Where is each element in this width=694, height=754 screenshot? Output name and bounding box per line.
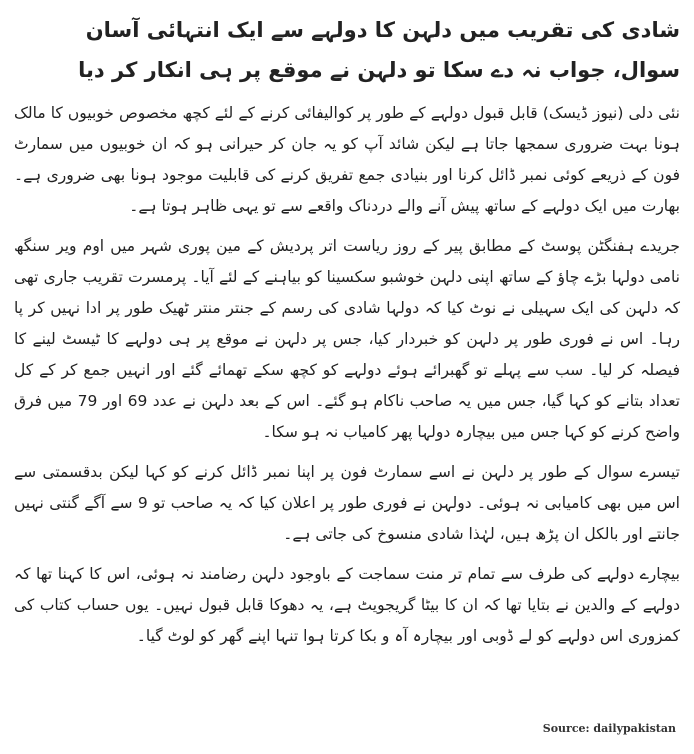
article-paragraph-ceremony: جریدے ہفنگٹن پوسٹ کے مطابق پیر کے روز ریاست اتر پردیش کے مین پوری شہر میں اوم ویر سنگھ نامی دولہا بڑے چاؤ کے ساتھ اپنی دلہن خوشبو سکسینا کو بیاہنے کے لئے آیا۔ پرمسرت تقریب جاری تھی کہ دلہن کی ایک سہیلی نے نوٹ کیا کہ دولہا شادی کی رسم کے جنتر منتر ٹھیک طور پر ادا نہیں کر پا رہا۔ اس نے فوری طور پر دلہن کو خبردار کیا، جس پر دلہن نے موقع پر ہی دولہے کا ٹیسٹ لینے کا فیصلہ کر لیا۔ سب سے پہلے تو گھبرائے ہوئے دولہے کو کچھ سکے تھمائے گئے اور انہیں جمع کر کے کل تعداد بتانے کو کہا گیا، جس میں یہ صاحب ناکام ہو گئے۔ اس کے بعد دلہن نے عدد 69 اور 79 میں فرق واضح کرنے کو کہا جس میں بیچارہ دولہا پھر کامیاب نہ ہو سکا۔ [14,237,680,441]
article-paragraph-third-question: تیسرے سوال کے طور پر دلہن نے اسے سمارٹ فون پر اپنا نمبر ڈائل کرنے کو کہا لیکن بدقسمتی سے اس میں بھی کامیابی نہ ہوئی۔ دولہن نے فوری طور پر اعلان کیا کہ یہ صاحب تو 9 سے آگے گنتی نہیں جانتے اور بالکل ان پڑھ ہیں، لہٰذا شادی منسوخ کی جاتی ہے۔ [14,463,680,543]
article [14,10,680,661]
article-headline: شادی کی تقریب میں دلہن کا دولہے سے ایک انتہائی آسان سوال، جواب نہ دے سکا تو دلہن نے موقع پر ہی انکار کر دیا [78,18,680,82]
article-paragraph-outcome: بیچارے دولہے کی طرف سے تمام تر منت سماجت کے باوجود دلہن رضامند نہ ہوئی، اس کا کہنا تھا کہ دولہے کے والدین نے بتایا تھا کہ ان کا بیٹا گریجویٹ ہے، یہ دھوکا قابل قبول نہیں۔ یوں حساب کتاب کی کمزوری اس دولہے کو لے ڈوبی اور بیچارہ آہ و بکا کرتا ہوا تنہا اپنے گھر کو لوٹ گیا۔ [14,565,680,645]
article-paragraph-intro: نئی دلی (نیوز ڈیسک) قابل قبول دولہے کے طور پر کوالیفائی کرنے کے لئے کچھ مخصوص خوبیوں کا مالک ہونا بہت ضروری سمجھا جاتا ہے لیکن شائد آپ کو یہ جان کر حیرانی ہو کہ ان خوبیوں میں سمارٹ فون کے ذریعے کوئی نمبر ڈائل کرنا اور بنیادی جمع تفریق کرنے کی قابلیت موجود ہونا بھی ضروری ہے۔ بھارت میں ایک دولہے کے ساتھ پیش آنے والے دردناک واقعے سے تو یہی ظاہر ہوتا ہے۔ [14,104,680,215]
source-credit: Source: dailypakistan [542,722,676,735]
